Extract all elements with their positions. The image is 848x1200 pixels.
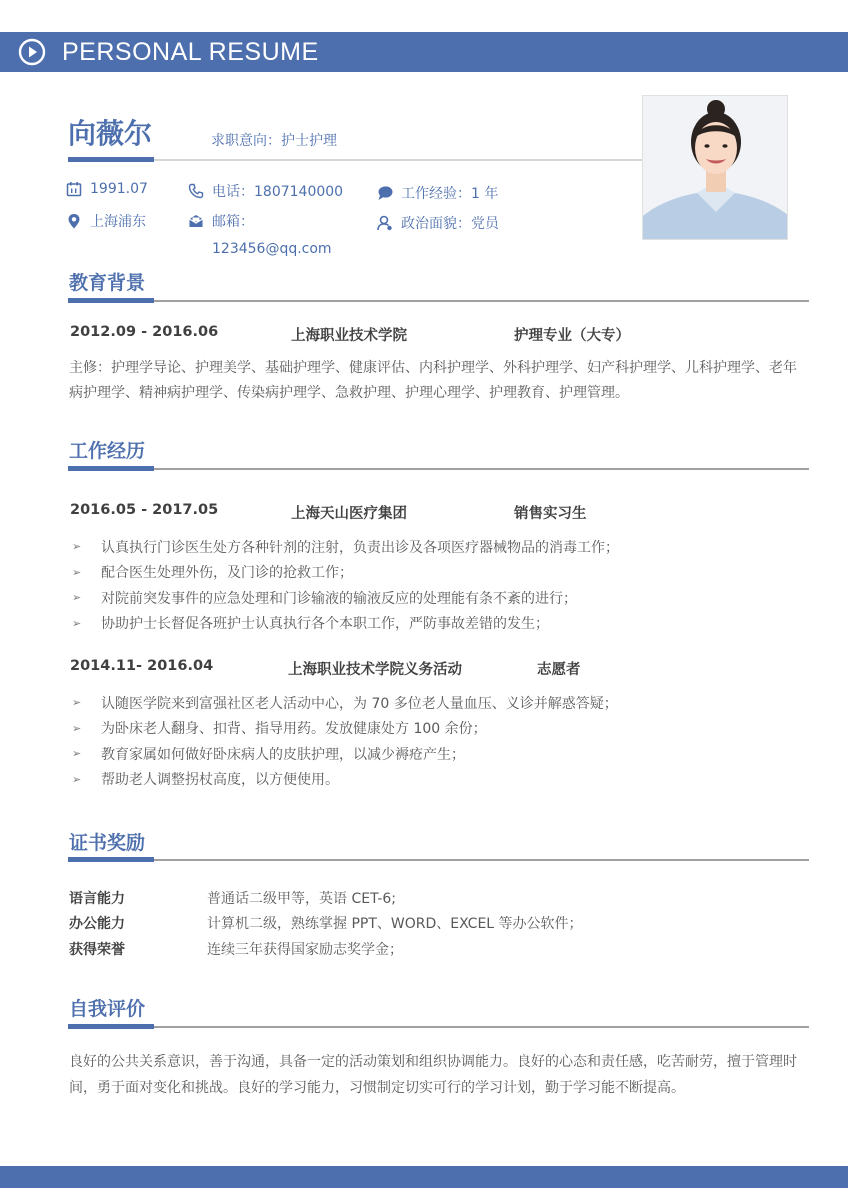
- info-phone: [188, 181, 343, 201]
- info-location: [66, 211, 146, 231]
- edu-major: 护理专业（大专）: [514, 328, 630, 344]
- list-item: ➢ 教育家属如何做好卧床病人的皮肤护理，以减少褥疮产生；: [72, 746, 465, 763]
- profile-photo: [642, 95, 788, 240]
- job-role: 志愿者: [537, 662, 581, 678]
- email-label: 邮箱：: [212, 214, 254, 230]
- arrow-bullet-icon: ➢: [72, 591, 82, 605]
- list-item: ➢ 帮助老人调整拐杖高度，以方便使用。: [72, 772, 339, 789]
- politics: 政治面貌：党员: [401, 216, 499, 232]
- arrow-bullet-icon: ➢: [72, 565, 82, 579]
- job-duties-list: [72, 690, 618, 792]
- name-divider: [154, 159, 642, 161]
- job-role: 销售实习生: [514, 506, 587, 522]
- page-title: PERSONAL RESUME: [62, 37, 319, 66]
- cert-row: 语言能力 普通话二级甲等，英语 CET-6;: [69, 890, 397, 907]
- list-item: ➢ 认随医学院来到富强社区老人活动中心，为 70 多位老人量血压、义诊并解惑答疑；: [72, 695, 618, 712]
- arrow-bullet-icon: ➢: [72, 540, 82, 554]
- section-underline: [68, 1024, 154, 1029]
- section-underline: [68, 298, 154, 303]
- section-divider: [154, 859, 809, 861]
- list-item: ➢ 为卧床老人翻身、扣背、指导用药。发放健康处方 100 余份；: [72, 721, 487, 738]
- job-org: 上海天山医疗集团: [291, 506, 407, 522]
- edu-courses: 主修：护理学导论、护理美学、基础护理学、健康评估、内科护理学、外科护理学、妇产科护理学、儿科护理学、老年病护理学、精神病护理学、传染病护理学、急救护理、护理心理学、护理教育、护理管理。: [69, 360, 797, 401]
- phone-icon: [188, 183, 204, 199]
- arrow-bullet-icon: ➢: [72, 772, 82, 786]
- play-circle-icon: [18, 38, 46, 66]
- cert-row: 办公能力 计算机二级，熟练掌握 PPT、WORD、EXCEL 等办公软件；: [69, 916, 583, 933]
- section-title-work: 工作经历: [69, 440, 146, 462]
- footer-bar: [0, 1166, 848, 1188]
- portrait-image: [643, 96, 788, 240]
- info-politics: [377, 213, 499, 233]
- job-target: 求职意向：护士护理: [211, 133, 337, 149]
- arrow-bullet-icon: ➢: [72, 696, 82, 710]
- list-item: ➢ 配合医生处理外伤，及门诊的抢救工作；: [72, 565, 353, 582]
- calendar-icon: [66, 181, 82, 197]
- phone: 电话：1807140000: [212, 184, 344, 200]
- section-title-self-eval: 自我评价: [69, 998, 146, 1020]
- section-underline: [68, 857, 154, 862]
- section-divider: [154, 1026, 809, 1028]
- chat-bubble-icon: [377, 185, 393, 201]
- edu-period: 2012.09 - 2016.06: [70, 324, 219, 340]
- job-period: 2014.11- 2016.04: [70, 658, 214, 674]
- section-divider: [154, 468, 809, 470]
- location-pin-icon: [66, 213, 82, 229]
- section-underline: [68, 466, 154, 471]
- email-value[interactable]: 123456@qq.com: [212, 241, 332, 257]
- job-duties-list: [72, 534, 619, 636]
- candidate-name: 向薇尔: [68, 117, 153, 150]
- certs-list: [69, 885, 583, 962]
- list-item: ➢ 认真执行门诊医生处方各种针剂的注射，负责出诊及各项医疗器械物品的消毒工作；: [72, 539, 619, 556]
- info-email: [188, 211, 254, 231]
- info-experience: [377, 183, 498, 203]
- list-item: ➢ 协助护士长督促各班护士认真执行各个本职工作，严防事故差错的发生；: [72, 616, 549, 633]
- arrow-bullet-icon: ➢: [72, 616, 82, 630]
- experience: 工作经验：1 年: [401, 186, 499, 202]
- self-eval-text: 良好的公共关系意识，善于沟通，具备一定的活动策划和组织协调能力。良好的心态和责任感，吃苦耐劳，擅于管理时间，勇于面对变化和挑战。良好的学习能力，习惯制定切实可行的学习计划，勤于学习能不断提高。: [69, 1054, 797, 1096]
- info-birth: [66, 181, 148, 197]
- mail-icon: [188, 213, 204, 229]
- header-banner: [0, 32, 848, 72]
- job-org: 上海职业技术学院义务活动: [288, 662, 462, 678]
- name-underline: [68, 157, 154, 162]
- section-title-education: 教育背景: [69, 272, 146, 294]
- edu-school: 上海职业技术学院: [291, 328, 407, 344]
- person-icon: [377, 215, 393, 231]
- cert-row: 获得荣誉 连续三年获得国家励志奖学金；: [69, 941, 403, 958]
- location: 上海浦东: [90, 214, 146, 230]
- section-divider: [154, 300, 809, 302]
- section-title-certs: 证书奖励: [69, 832, 146, 854]
- arrow-bullet-icon: ➢: [72, 747, 82, 761]
- list-item: ➢ 对院前突发事件的应急处理和门诊输液的输液反应的处理能有条不紊的进行；: [72, 590, 577, 607]
- arrow-bullet-icon: ➢: [72, 721, 82, 735]
- birth-date: 1991.07: [90, 181, 148, 197]
- job-period: 2016.05 - 2017.05: [70, 502, 219, 518]
